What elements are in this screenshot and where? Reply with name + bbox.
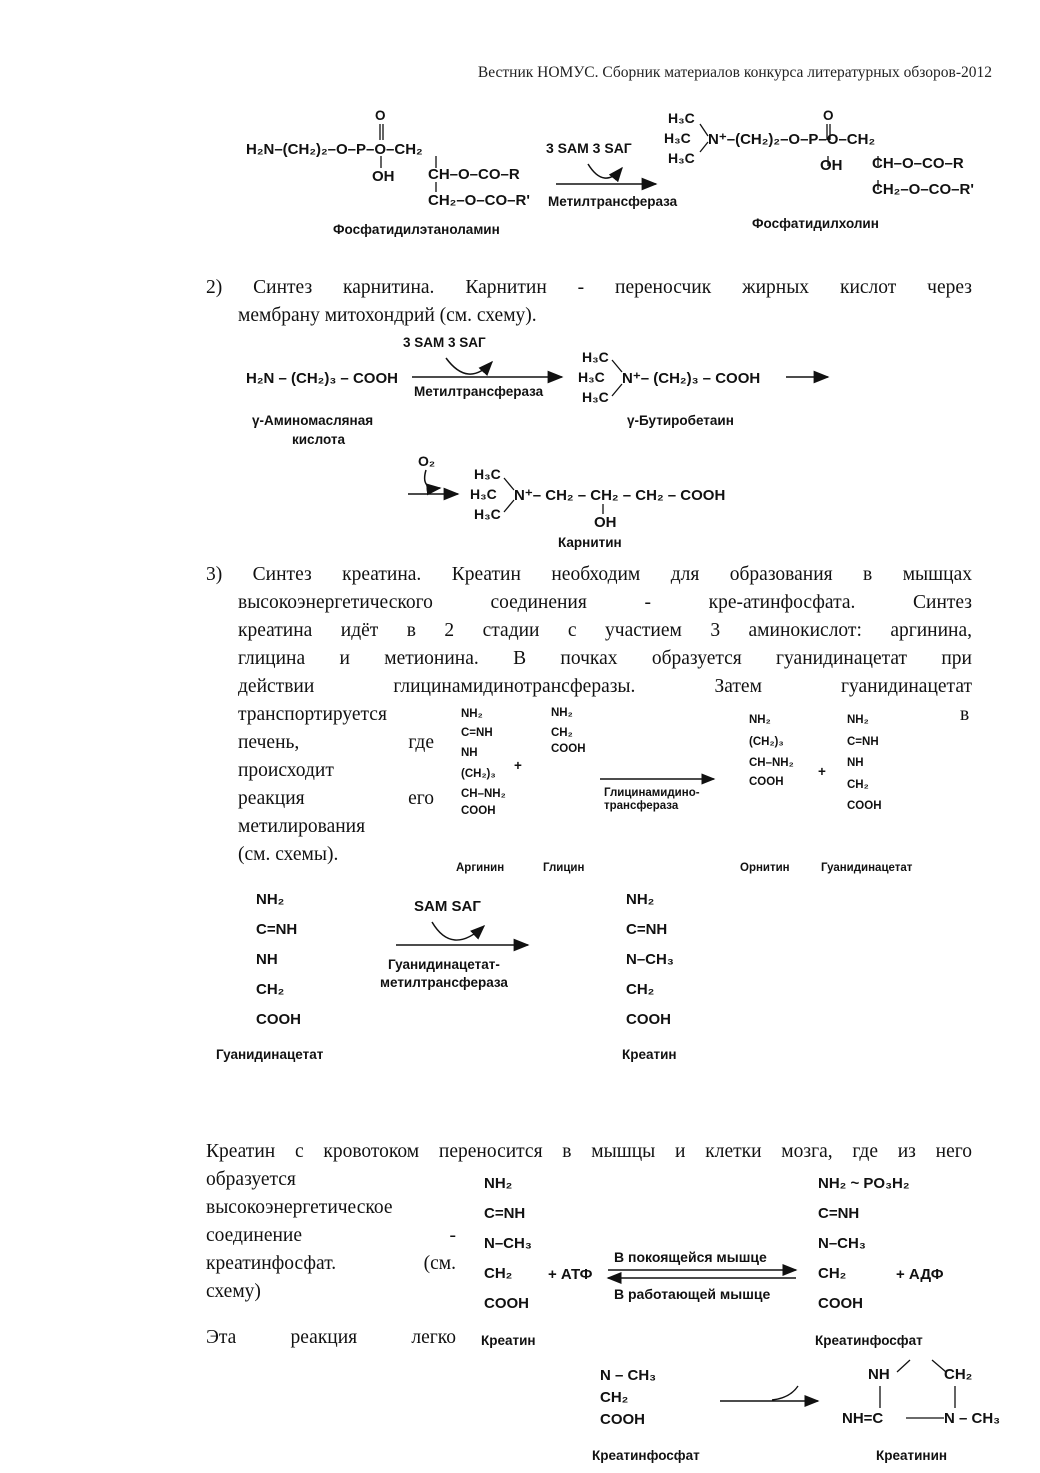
side-line-4: реакция его [238,788,434,809]
para-creatine-line1: 3) Синтез креатина. Креатин необходим для образования в мышцах [206,564,972,585]
label-gaba-1: γ-Аминомасляная [252,413,374,428]
formula-creatine-phosphate: NH₂ ~ PO₃H₂ C=NH N–CH₃ CH₂ COOH [818,1175,910,1312]
formula-creatine-phosphate-2: N – CH₃ CH₂ COOH [600,1367,657,1428]
formula-o: O [375,108,386,123]
para-carnitine-line1: 2) Синтез карнитина. Карнитин - переносчик жирных кислот через [206,277,972,298]
para-creatine-line2: высокоэнергетического соединения - кре-атинфосфата. Синтез [238,592,972,613]
para-carnitine-line2: мембрану митохондрий (см. схему). [238,305,537,326]
enzyme-methyltransferase: Метилтрансфераза [548,194,678,209]
running-header: Вестник НОМУС. Сборник материалов конкурса литературных обзоров-2012 [477,64,992,81]
para-creatine-line5: действии глицинамидинотрансферазы. Затем гуанидинацетат [238,676,972,697]
formula-pc-main: N⁺–(CH₂)₂–O–P–O–CH₂ [708,131,876,148]
formula-pc-line2: CH–O–CO–R [872,155,964,172]
formula-carnitine: N⁺– CH₂ – CH₂ – CH₂ – COOH [514,487,726,504]
cofactors-sam-3: SAM SAГ [414,898,481,915]
formula-pe-line2: CH–O–CO–R [428,166,520,183]
para-cp-side-1: образуется [206,1169,296,1190]
formula-pc-h3c-a: H₃C [668,110,695,126]
label-gaba-2: кислота [292,432,345,447]
label-resting-muscle: В покоящейся мышце [614,1249,767,1265]
formula-ornithine: NH₂ (CH₂)₃ CH–NH₂ COOH [749,714,794,788]
formula-pc-h3c-c: H₃C [668,150,695,166]
label-guanidinoacetate-2: Гуанидинацетат [216,1047,324,1062]
side-line-5: метилирования [238,816,366,837]
para-cp-side-4: креатинфосфат. (см. [206,1253,456,1274]
label-creatinine: Креатинин [876,1448,948,1463]
formula-carnitine-oh: OH [594,514,617,531]
para-cp-side-3: соединение - [206,1225,456,1246]
formula-car-h3c-c: H₃C [474,506,501,522]
para-creatine-line4: глицина и метионина. В почках образуется гуанидинацетат при [238,648,972,669]
formula-butyrobetaine: N⁺– (CH₂)₃ – COOH [622,370,761,387]
label-arginine: Аргинин [456,862,505,874]
side-line-1: транспортируется [238,704,387,725]
para-cp-last: Эта реакция легко [206,1327,456,1348]
para-cp-line1: Креатин с кровотоком переносится в мышцы и клетки мозга, где из него [206,1141,972,1162]
formula-guanidinoacetate-2: NH₂ C=NH NH CH₂ COOH [256,891,301,1028]
formula-pc-line3: CH₂–O–CO–R' [872,181,974,198]
formula-pe-line3: CH₂–O–CO–R' [428,192,530,209]
formula-creatine: NH₂ C=NH N–CH₃ CH₂ COOH [626,891,674,1028]
plus-atp: + АТФ [548,1266,593,1283]
formula-guanidinoacetate-1: NH₂ C=NH NH CH₂ COOH [847,714,882,812]
side-line-6: (см. схемы). [238,844,339,865]
label-ornithine: Орнитин [740,862,790,874]
formula-bb-h3c-b: H₃C [578,369,605,385]
label-working-muscle: В работающей мышце [614,1286,771,1302]
cofactors-sam: 3 SAM 3 SAГ [546,140,632,156]
formula-arginine: NH₂ C=NH NH (CH₂)₃ CH–NH₂ COOH [461,708,506,817]
enzyme-methyltransferase-2: Метилтрансфераза [414,384,544,399]
formula-pc-oh: OH [820,157,843,174]
enzyme-gamt-1: Гуанидинацетат- [388,957,500,972]
label-butyrobetaine: γ-Бутиробетаин [627,413,734,428]
label-glycine: Глицин [543,862,585,874]
label-guanidinoacetate-1: Гуанидинацетат [821,862,913,874]
label-creatine-phosphate-2: Креатинфосфат [592,1448,700,1463]
para-creatine-line3: креатина идёт в 2 стадии с участием 3 аминокислот: аргинина, [238,620,972,641]
label-creatine-2: Креатин [481,1333,536,1348]
formula-bb-h3c-a: H₃C [582,349,609,365]
formula-pe-line1: H₂N–(CH₂)₂–O–P–O–CH₂ [246,141,423,158]
plus-1: + [514,758,522,773]
enzyme-glycine-amidinotransferase-2: трансфераза [604,800,679,812]
label-creatine-phosphate: Креатинфосфат [815,1333,923,1348]
formula-gaba: H₂N – (CH₂)₃ – COOH [246,370,398,387]
side-line-3: происходит [238,760,334,781]
side-word-v: в [960,704,970,725]
formula-pc-o: O [823,108,834,123]
ring-nh-c: NH=C [842,1410,884,1427]
ring-n-ch3: N – CH₃ [944,1410,1001,1427]
formula-pe-oh: OH [372,168,395,185]
plus-2: + [818,764,826,779]
para-cp-side-5: схему) [206,1281,261,1302]
formula-car-h3c-a: H₃C [474,466,501,482]
formula-bb-h3c-c: H₃C [582,389,609,405]
ring-nh: NH [868,1366,890,1383]
formula-car-h3c-b: H₃C [470,486,497,502]
para-cp-side-2: высокоэнергетическое [206,1197,393,1218]
ring-ch2: CH₂ [944,1366,973,1383]
formula-creatine-2: NH₂ C=NH N–CH₃ CH₂ COOH [484,1175,532,1312]
plus-adp: + АДФ [896,1266,944,1283]
label-phosphatidylcholine: Фосфатидилхолин [752,216,879,231]
formula-pc-h3c-b: H₃C [664,130,691,146]
formula-glycine: NH₂ CH₂ COOH [551,707,586,755]
side-line-2: печень, где [238,732,434,753]
enzyme-gamt-2: метилтрансфераза [380,975,508,990]
oxygen-o2: O₂ [418,453,436,469]
enzyme-glycine-amidinotransferase-1: Глицинамидино- [604,787,700,799]
label-phosphatidylethanolamine: Фосфатидилэтаноламин [333,222,500,237]
cofactors-sam-2: 3 SAM 3 SAГ [403,335,486,350]
label-creatine: Креатин [622,1047,677,1062]
label-carnitine: Карнитин [558,535,622,550]
